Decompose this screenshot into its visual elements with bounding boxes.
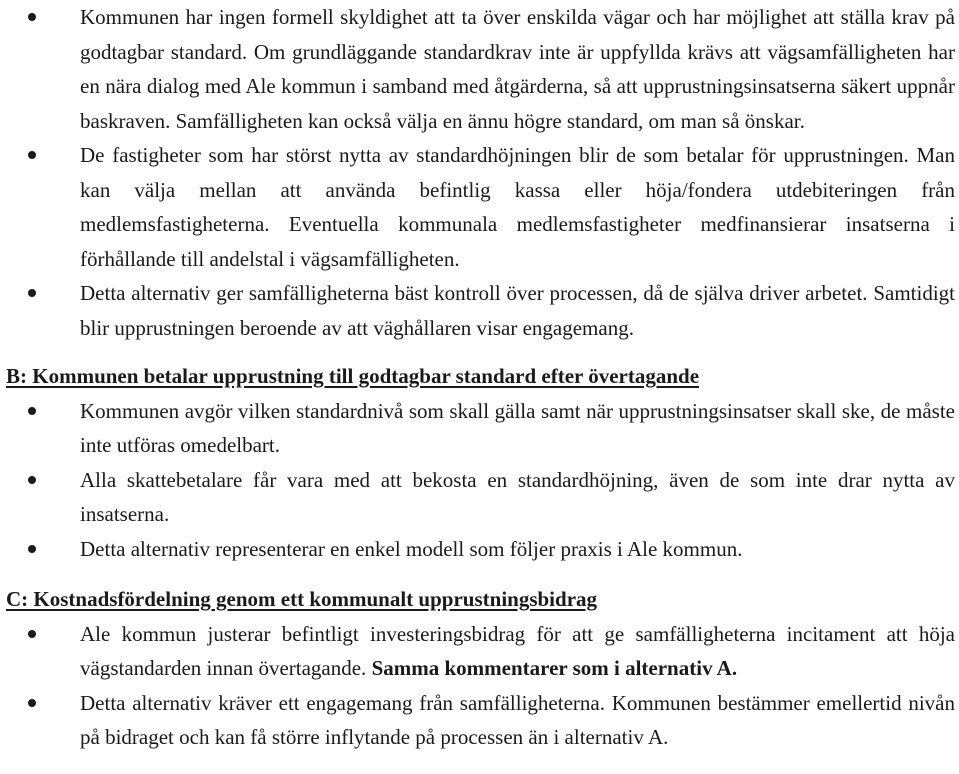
- bullet-icon: [28, 476, 36, 484]
- paragraph-text: Alla skattebetalare får vara med att bekosta en standardhöjning, även de som inte drar nytta av insatserna.: [80, 467, 955, 526]
- bullet-list-a: [0, 0, 959, 345]
- list-item: [0, 394, 959, 463]
- bullet-icon: [28, 289, 36, 297]
- bold-comment: Samma kommentarer som i alternativ A.: [371, 656, 738, 680]
- list-item: [0, 617, 959, 686]
- paragraph-text: De fastigheter som har störst nytta av standardhöjningen blir de som betalar för upprustningen. Man kan välja mellan att använda befintlig kassa eller höja/fondera utdebiteringen från medlemsfastigheterna. Eventuella kommunala medlemsfastigheter medfinansierar insatserna i förhållande till andelstal i vägsamfälligheten.: [80, 143, 955, 271]
- list-item: [0, 686, 959, 755]
- spacer: [0, 566, 959, 582]
- bullet-icon: [28, 13, 36, 21]
- bullet-list-b: [0, 394, 959, 567]
- section-c-heading: C: Kostnadsfördelning genom ett kommunalt upprustningsbidrag: [6, 587, 598, 611]
- paragraph-text: Kommunen har ingen formell skyldighet att ta över enskilda vägar och har möjlighet att ställa krav på godtagbar standard. Om grundläggande standardkrav inte är uppfyllda krävs att vägsamfälligheten har en nära dialog med Ale kommun i samband med åtgärderna, så att upprustningsinsatserna säkert uppnår baskraven. Samfälligheten kan också välja en ännu högre standard, om man så önskar.: [80, 5, 955, 133]
- section-b-heading: B: Kommunen betalar upprustning till godtagbar standard efter övertagande: [6, 364, 700, 388]
- bullet-icon: [28, 630, 36, 638]
- bullet-icon: [28, 151, 36, 159]
- list-item: [0, 138, 959, 276]
- list-item: [0, 276, 959, 345]
- list-item: [0, 463, 959, 532]
- bullet-icon: [28, 545, 36, 553]
- bullet-icon: [28, 407, 36, 415]
- bullet-list-c: [0, 617, 959, 755]
- spacer: [0, 345, 959, 359]
- paragraph-text: Detta alternativ ger samfälligheterna bäst kontroll över processen, då de själva driver arbetet. Samtidigt blir upprustningen beroende av att väghållaren visar engagemang.: [80, 281, 955, 340]
- bullet-icon: [28, 699, 36, 707]
- list-item: [0, 532, 959, 567]
- list-item: [0, 0, 959, 138]
- paragraph-text: Detta alternativ representerar en enkel modell som följer praxis i Ale kommun.: [80, 536, 743, 561]
- paragraph-text: Detta alternativ kräver ett engagemang från samfälligheterna. Kommunen bestämmer emellertid nivån på bidraget och kan få större inflytande på processen än i alternativ A.: [80, 690, 955, 749]
- paragraph-text: Ale kommun justerar befintligt investeringsbidrag för att ge samfälligheterna incitament att höja vägstandarden innan övertagande.: [80, 621, 955, 680]
- paragraph-text: Kommunen avgör vilken standardnivå som skall gälla samt när upprustningsinsatser skall ske, de måste inte utföras omedelbart.: [80, 398, 955, 457]
